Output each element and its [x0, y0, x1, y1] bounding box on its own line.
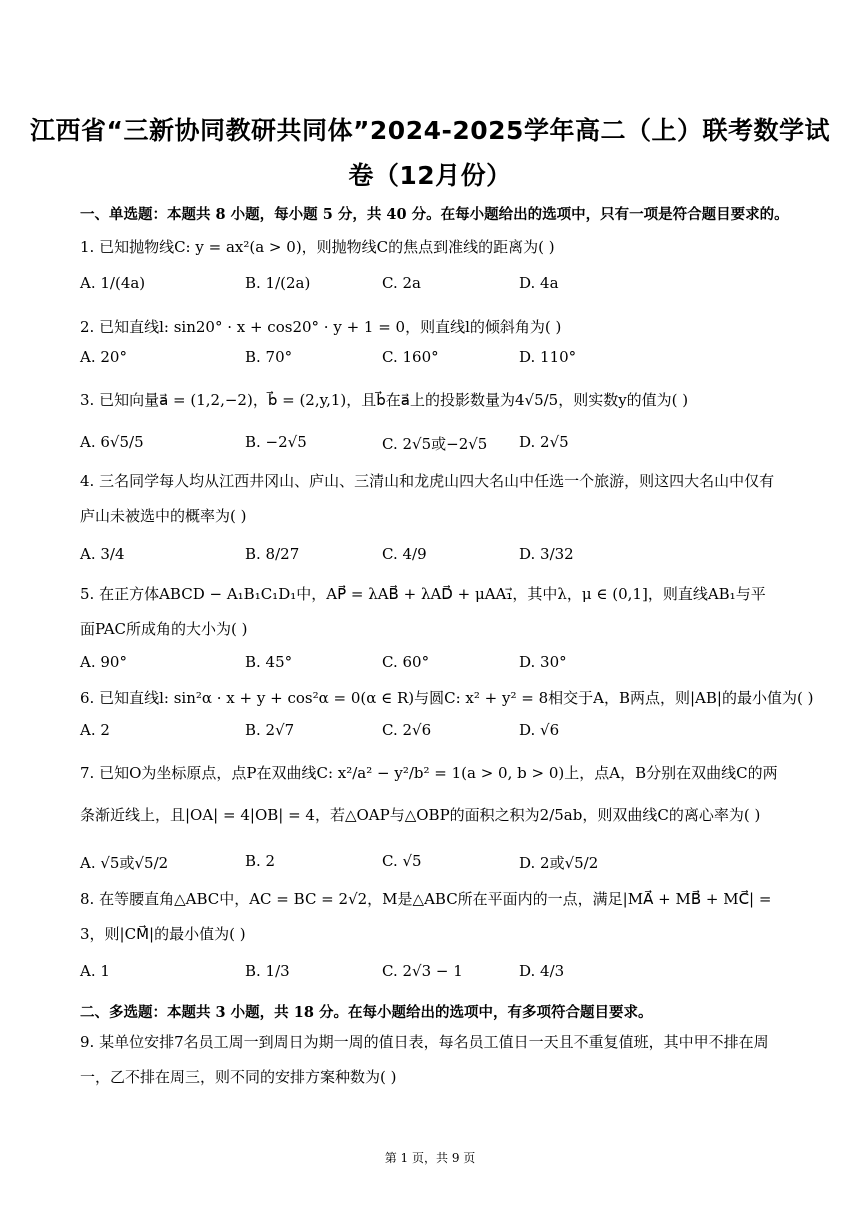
question-1: 1. 已知抛物线C: y = ax²(a > 0)，则抛物线C的焦点到准线的距离为( ) — [80, 238, 555, 256]
page-title-line1: 江西省“三新协同教研共同体”2024-2025学年高二（上）联考数学试 — [30, 116, 830, 145]
option-d: D. 4a — [519, 274, 559, 292]
option-a: A. √5或√5/2 — [80, 854, 169, 872]
option-b: B. 2 — [245, 852, 276, 870]
option-c: C. √5 — [382, 852, 422, 870]
question-4-options — [80, 545, 780, 571]
question-5-options — [80, 653, 780, 679]
question-5: 5. 在正方体ABCD − A₁B₁C₁D₁中，AP⃗ = λAB⃗ + λAD⃗ + μAA₁⃗，其中λ，μ ∈ (0,1]，则直线AB₁与平面PAC所成角的大小为( ) — [80, 585, 766, 638]
option-b: B. 1/(2a) — [245, 274, 311, 292]
option-c: C. 160° — [382, 348, 439, 366]
option-c: C. 2√3 − 1 — [382, 962, 463, 980]
section-header-single-choice: 一、单选题：本题共 8 小题，每小题 5 分，共 40 分。在每小题给出的选项中，只有一项是符合题目要求的。 — [80, 206, 789, 223]
question-4: 4. 三名同学每人均从江西井冈山、庐山、三清山和龙虎山四大名山中任选一个旅游，则这四大名山中仅有庐山未被选中的概率为( ) — [80, 472, 775, 525]
option-b: B. −2√5 — [245, 433, 307, 451]
option-d: D. 110° — [519, 348, 577, 366]
question-8: 8. 在等腰直角△ABC中，AC = BC = 2√2，M是△ABC所在平面内的一点，满足|MA⃗ + MB⃗ + MC⃗| = 3，则|CM⃗|的最小值为( ) — [80, 890, 772, 943]
option-c: C. 60° — [382, 653, 430, 671]
option-a: A. 6√5/5 — [80, 433, 144, 451]
option-b: B. 1/3 — [245, 962, 290, 980]
option-c: C. 2√5或−2√5 — [382, 435, 488, 453]
option-d: D. 30° — [519, 653, 567, 671]
question-6-options — [80, 721, 780, 747]
option-a: A. 2 — [80, 721, 110, 739]
option-b: B. 8/27 — [245, 545, 300, 563]
option-d: D. 4/3 — [519, 962, 565, 980]
question-3: 3. 已知向量a⃗ = (1,2,−2)，b⃗ = (2,y,1)，且b⃗在a⃗上的投影数量为4√5/5，则实数y的值为( ) — [80, 391, 689, 409]
option-a: A. 1/(4a) — [80, 274, 146, 292]
option-a: A. 90° — [80, 653, 127, 671]
question-1-options — [80, 274, 780, 300]
option-a: A. 20° — [80, 348, 127, 366]
page-footer: 第 1 页，共 9 页 — [384, 1151, 476, 1165]
question-2-options — [80, 348, 780, 374]
option-a: A. 3/4 — [80, 545, 125, 563]
page-title-line2: 卷（12月份） — [348, 161, 512, 190]
question-6: 6. 已知直线l: sin²α · x + y + cos²α = 0(α ∈ R)与圆C: x² + y² = 8相交于A，B两点，则|AB|的最小值为( ) — [80, 689, 814, 707]
option-b: B. 70° — [245, 348, 293, 366]
option-c: C. 4/9 — [382, 545, 427, 563]
option-d: D. √6 — [519, 721, 560, 739]
option-a: A. 1 — [80, 962, 110, 980]
question-7: 7. 已知O为坐标原点，点P在双曲线C: x²/a² − y²/b² = 1(a > 0, b > 0)上，点A，B分别在双曲线C的两条渐近线上，且|OA| = 4|OB| = 4，若△OAP与△OBP的面积之积为2/5ab，则双曲线C的离心率为( ) — [80, 764, 778, 824]
section-header-multi-choice: 二、多选题：本题共 3 小题，共 18 分。在每小题给出的选项中，有多项符合题目要求。 — [80, 1004, 653, 1021]
question-3-options — [80, 433, 780, 459]
option-c: C. 2a — [382, 274, 421, 292]
question-8-options — [80, 962, 780, 988]
option-d: D. 3/32 — [519, 545, 574, 563]
option-c: C. 2√6 — [382, 721, 432, 739]
question-2: 2. 已知直线l: sin20° · x + cos20° · y + 1 = 0，则直线l的倾斜角为( ) — [80, 318, 562, 336]
option-d: D. 2或√5/2 — [519, 854, 599, 872]
option-d: D. 2√5 — [519, 433, 569, 451]
option-b: B. 2√7 — [245, 721, 295, 739]
question-9: 9. 某单位安排7名员工周一到周日为期一周的值日表，每名员工值日一天且不重复值班，其中甲不排在周一，乙不排在周三，则不同的安排方案种数为( ) — [80, 1033, 769, 1086]
question-7-options — [80, 852, 780, 878]
option-b: B. 45° — [245, 653, 293, 671]
